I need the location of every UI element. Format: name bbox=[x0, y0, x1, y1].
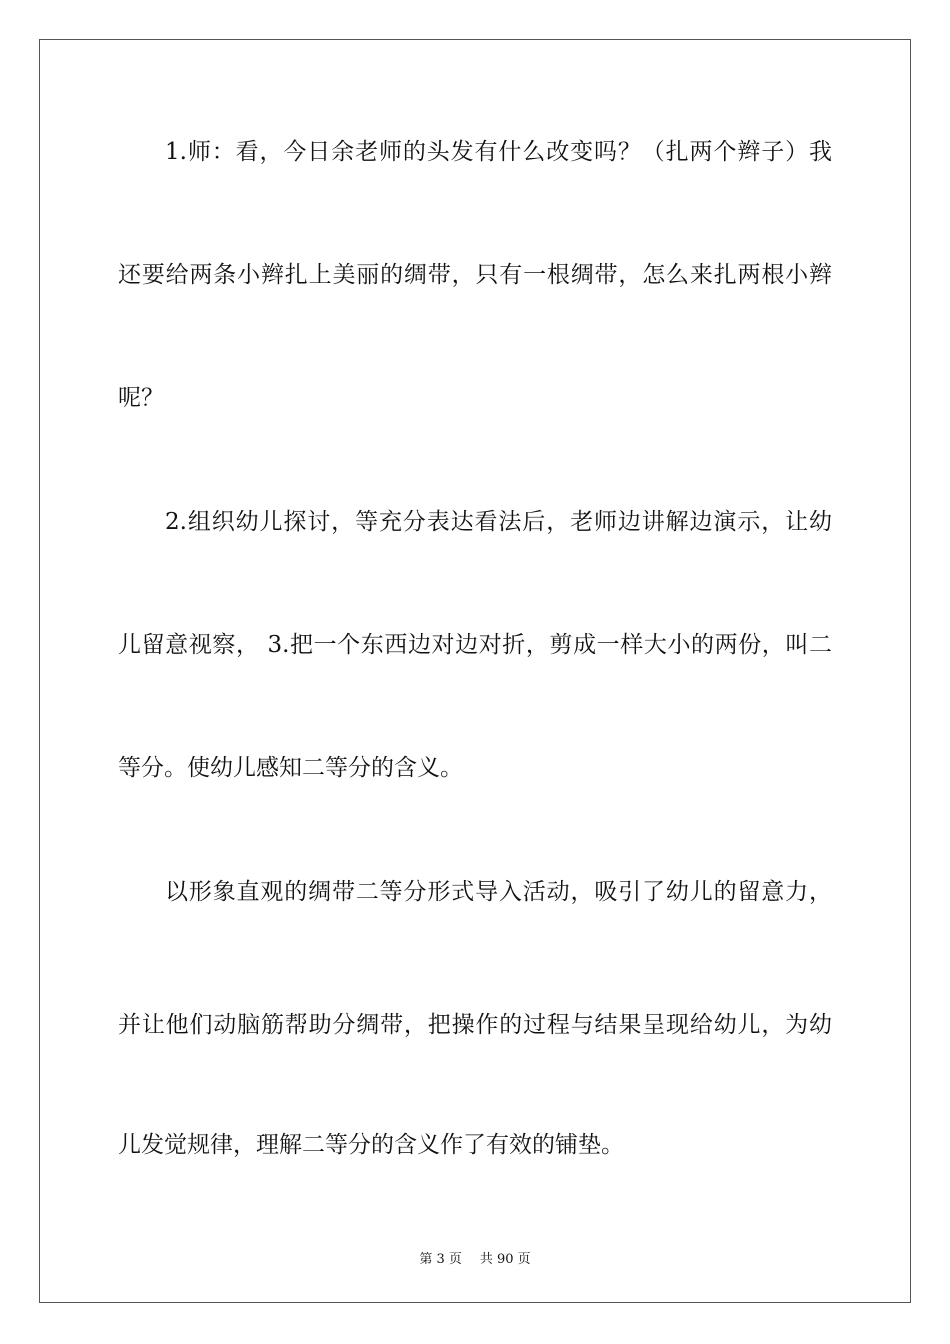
page-total: 共 90 页 bbox=[479, 1252, 531, 1267]
paragraph-line: 儿发觉规律，理解二等分的含义作了有效的铺垫。 bbox=[118, 1132, 624, 1158]
paragraph-line: 儿留意视察， 3.把一个东西边对边对折，剪成一样大小的两份，叫二 bbox=[118, 632, 832, 658]
paragraph-line: 1.师：看，今日余老师的头发有什么改变吗？（扎两个辫子）我 bbox=[165, 139, 832, 165]
page-border bbox=[39, 39, 911, 1303]
paragraph-line: 以形象直观的绸带二等分形式导入活动，吸引了幼儿的留意力， bbox=[165, 879, 832, 905]
paragraph-line: 并让他们动脑筋帮助分绸带，把操作的过程与结果呈现给幼儿，为幼 bbox=[118, 1012, 832, 1038]
page-number: 第 3 页 bbox=[419, 1252, 462, 1267]
paragraph-line: 2.组织幼儿探讨，等充分表达看法后，老师边讲解边演示，让幼 bbox=[165, 509, 832, 535]
page-footer bbox=[0, 1248, 950, 1267]
paragraph-line: 还要给两条小辫扎上美丽的绸带，只有一根绸带，怎么来扎两根小辫 bbox=[118, 262, 832, 288]
paragraph-line: 等分。使幼儿感知二等分的含义。 bbox=[118, 755, 463, 781]
paragraph-line: 呢？ bbox=[118, 385, 164, 411]
